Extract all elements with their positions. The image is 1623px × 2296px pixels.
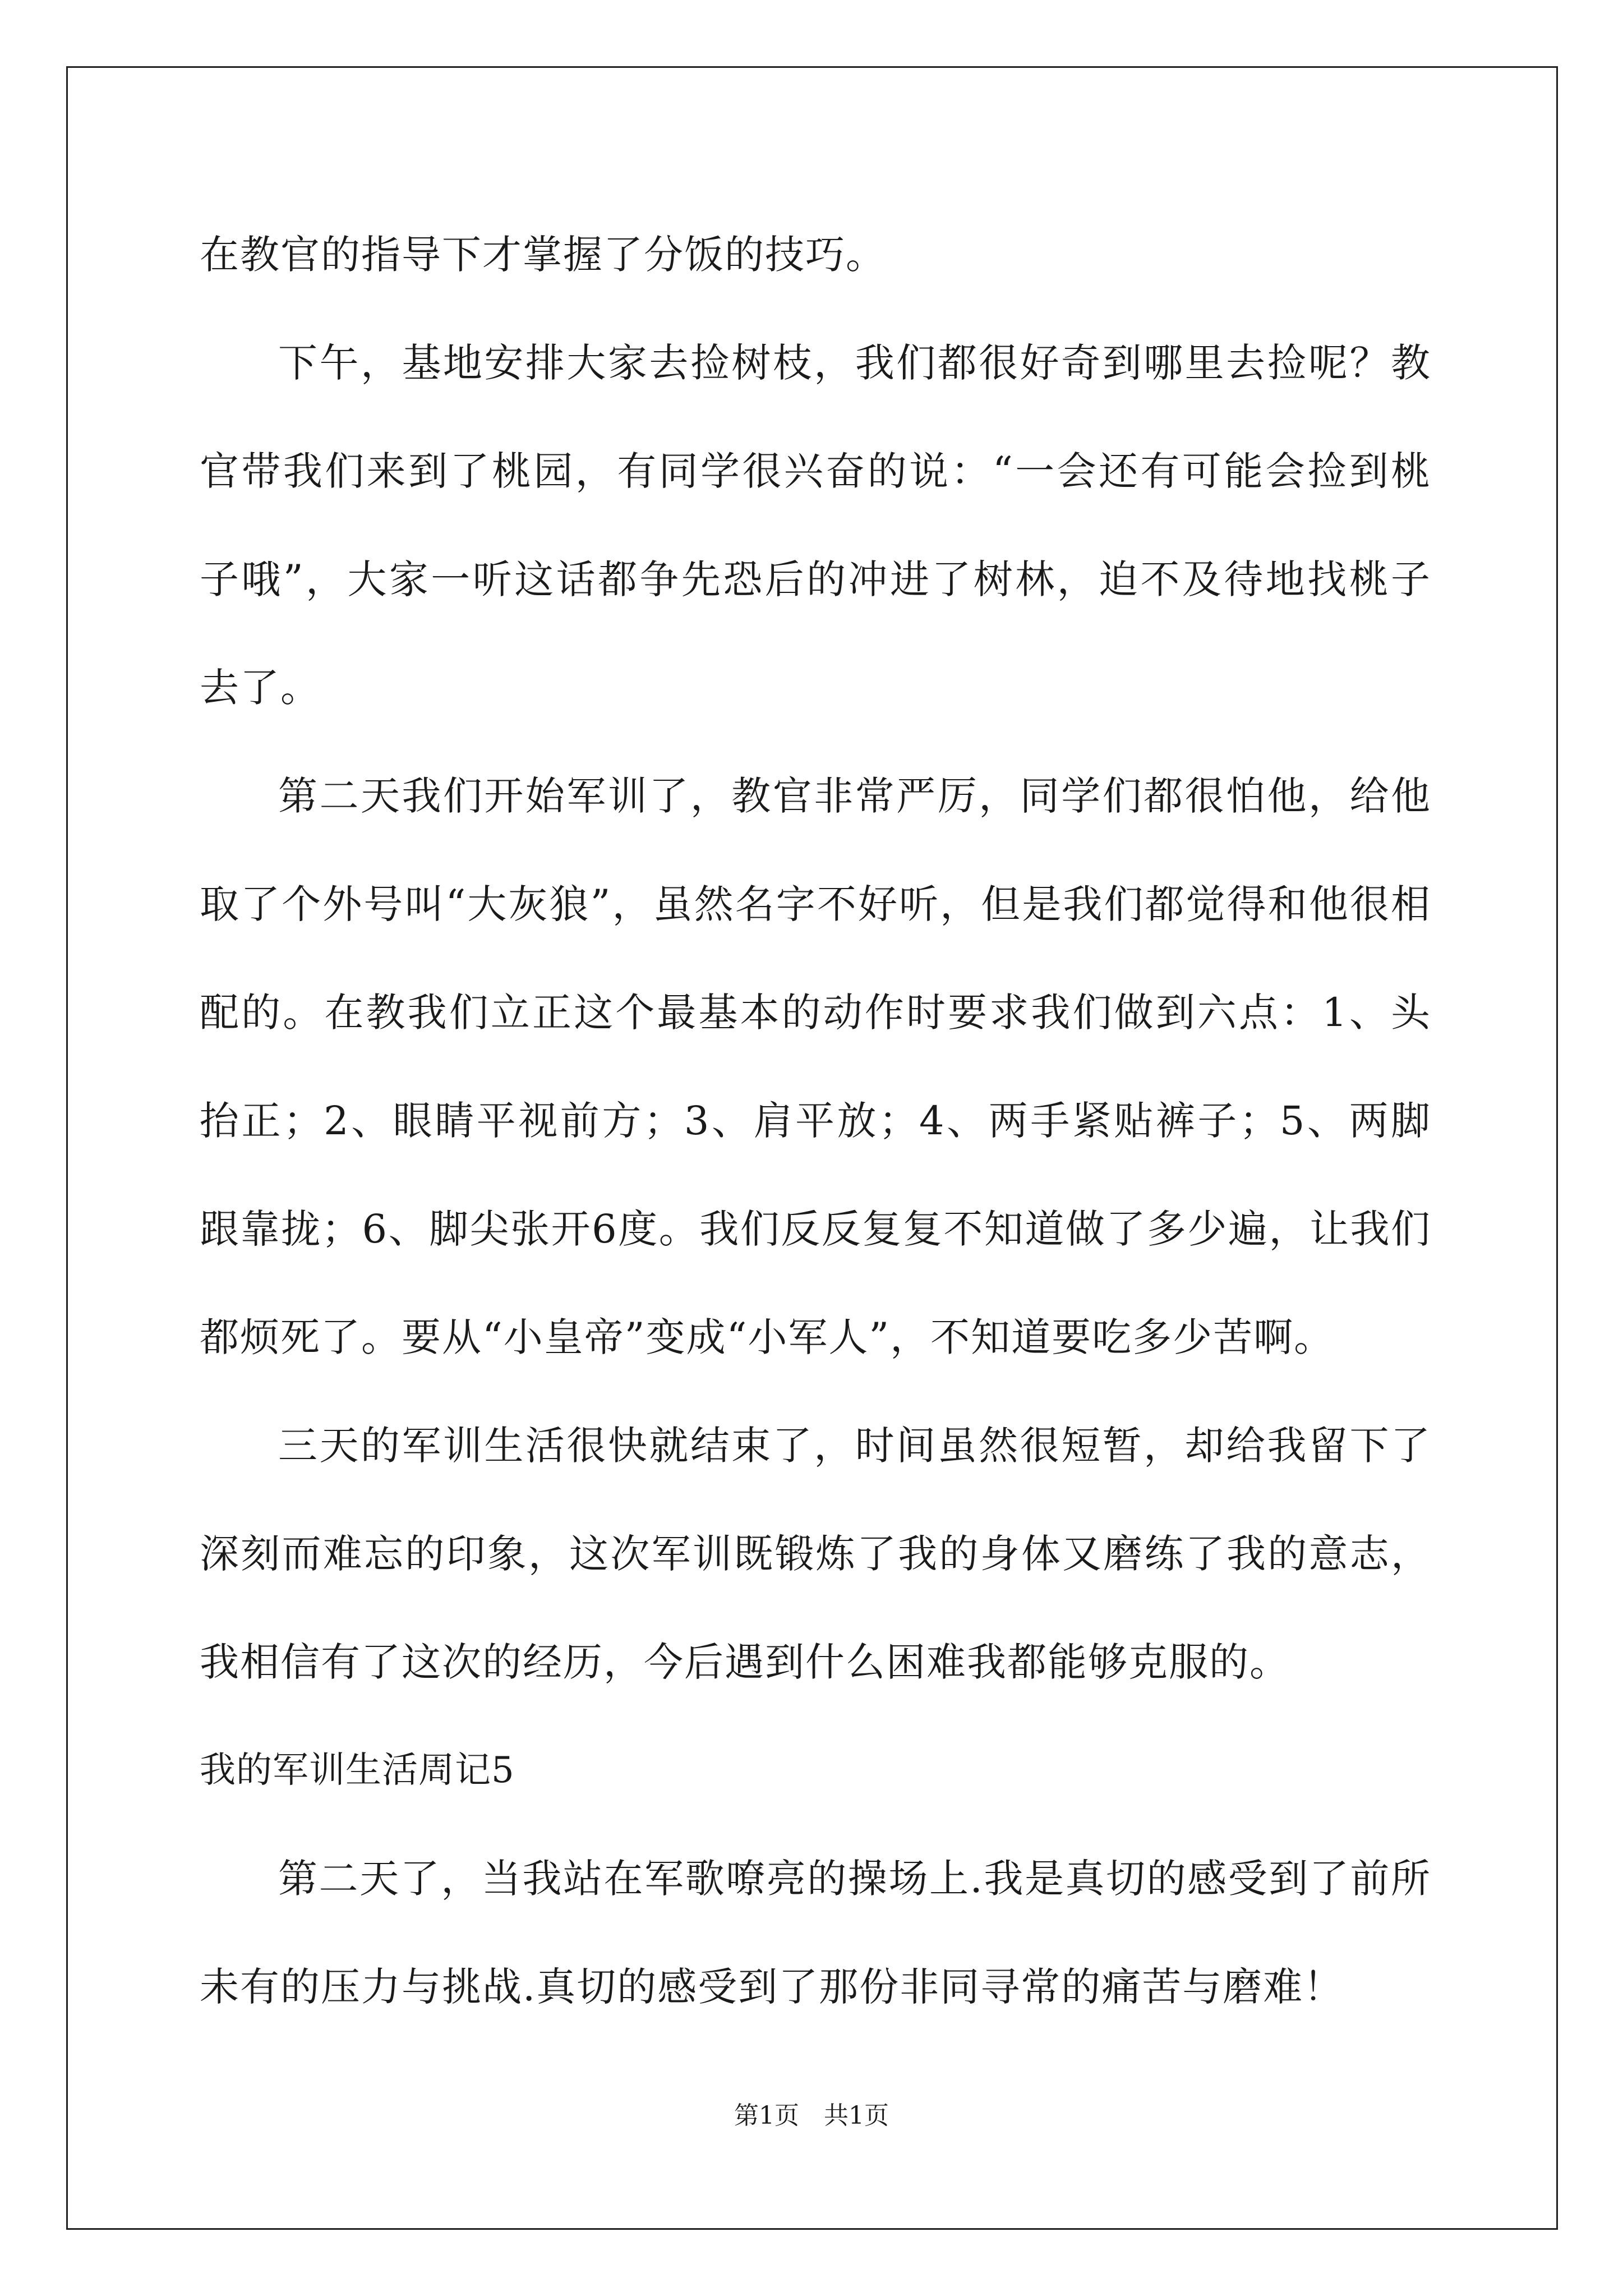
paragraph-2: 下午，基地安排大家去捡树枝，我们都很好奇到哪里去捡呢？教官带我们来到了桃园，有同学很兴奋的说：“一会还有可能会捡到桃子哦”，大家一听这话都争先恐后的冲进了树林，迫不及待地找桃子去了。 (200, 340, 1431, 711)
paragraph-4: 三天的军训生活很快就结束了，时间虽然很短暂，却给我留下了深刻而难忘的印象，这次军训既锻炼了我的身体又磨练了我的意志，我相信有了这次的经历，今后遇到什么困难我都能够克服的。 (200, 1423, 1431, 1685)
paragraph-3: 第二天我们开始军训了，教官非常严厉，同学们都很怕他，给他取了个外号叫“大灰狼”，虽然名字不好听，但是我们都觉得和他很相配的。在教我们立正这个最基本的动作时要求我们做到六点：1、头抬正；2、眼睛平视前方；3、肩平放；4、两手紧贴裤子；5、两脚跟靠拢；6、脚尖张开6度。我们反反复复不知道做了多少遍，让我们都烦死了。要从“小皇帝”变成“小军人”，不知道要吃多少苦啊。 (200, 773, 1431, 1360)
section-heading: 我的军训生活周记5 (200, 1750, 515, 1791)
document-body (200, 201, 1431, 2041)
page-footer: 第1页 共1页 (734, 2101, 889, 2130)
paragraph-5: 第二天了，当我站在军歌嘹亮的操场上.我是真切的感受到了前所未有的压力与挑战.真切的感受到了那份非同寻常的痛苦与磨难！ (200, 1856, 1431, 2010)
paragraph-1: 在教官的指导下才掌握了分饭的技巧。 (200, 232, 886, 278)
